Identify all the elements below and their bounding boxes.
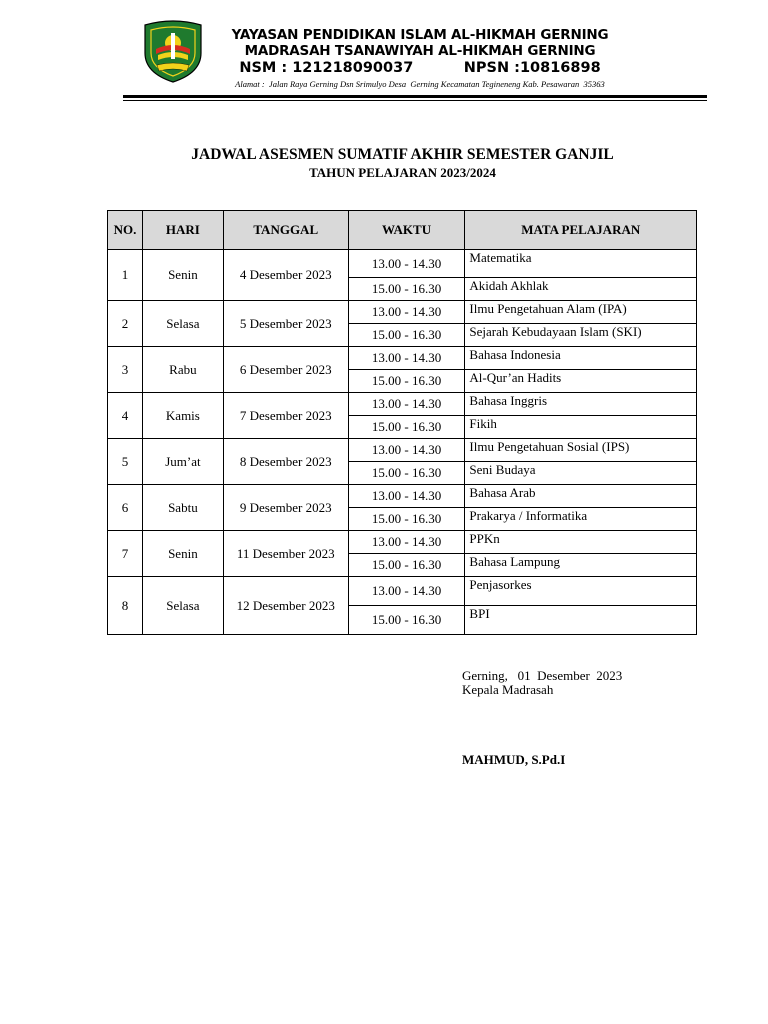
cell-no: 2 [108,301,143,347]
school-name: MADRASAH TSANAWIYAH AL-HIKMAH GERNING [244,43,596,59]
school-ids: NSM : 121218090037 NPSN :10816898 [239,60,601,76]
cell-mapel: Matematika [465,250,697,278]
signature-place-date: Gerning, 01 Desember 2023 [462,668,623,683]
header-waktu: WAKTU [348,211,465,250]
foundation-name: YAYASAN PENDIDIKAN ISLAM AL-HIKMAH GERNING [231,27,609,43]
cell-waktu: 15.00 - 16.30 [348,370,465,393]
cell-hari: Rabu [142,347,223,393]
cell-no: 1 [108,250,143,301]
table-row [108,577,697,606]
cell-tanggal: 5 Desember 2023 [223,301,348,347]
cell-waktu: 15.00 - 16.30 [348,606,465,635]
cell-tanggal: 8 Desember 2023 [223,439,348,485]
document-subtitle: TAHUN PELAJARAN 2023/2024 [309,165,496,180]
school-address: Alamat : Jalan Raya Gerning Dsn Srimulyo Desa Gerning Kecamatan Tegineneng Kab. Pesawaran 35363 [235,79,605,89]
cell-waktu: 15.00 - 16.30 [348,278,465,301]
cell-no: 5 [108,439,143,485]
cell-waktu: 15.00 - 16.30 [348,508,465,531]
cell-mapel: Penjasorkes [465,577,697,606]
cell-hari: Jum’at [142,439,223,485]
cell-waktu: 13.00 - 14.30 [348,577,465,606]
schedule-table [107,210,697,635]
cell-mapel: BPI [465,606,697,635]
cell-waktu: 13.00 - 14.30 [348,301,465,324]
cell-hari: Senin [142,250,223,301]
cell-waktu: 15.00 - 16.30 [348,324,465,347]
cell-waktu: 15.00 - 16.30 [348,462,465,485]
cell-hari: Selasa [142,577,223,635]
cell-waktu: 13.00 - 14.30 [348,250,465,278]
header-no: NO. [108,211,143,250]
cell-waktu: 13.00 - 14.30 [348,393,465,416]
cell-tanggal: 12 Desember 2023 [223,577,348,635]
cell-hari: Selasa [142,301,223,347]
letterhead-rule-thick [123,95,707,98]
cell-no: 6 [108,485,143,531]
cell-tanggal: 7 Desember 2023 [223,393,348,439]
cell-hari: Senin [142,531,223,577]
header-mata-pelajaran: MATA PELAJARAN [465,211,697,250]
cell-waktu: 13.00 - 14.30 [348,531,465,554]
table-row [108,301,697,324]
cell-no: 8 [108,577,143,635]
cell-mapel: Ilmu Pengetahuan Sosial (IPS) [465,439,697,462]
table-header-row [108,211,697,250]
cell-waktu: 15.00 - 16.30 [348,416,465,439]
cell-mapel: Bahasa Indonesia [465,347,697,370]
table-row [108,250,697,278]
cell-mapel: Sejarah Kebudayaan Islam (SKI) [465,324,697,347]
table-row [108,485,697,508]
document-title: JADWAL ASESMEN SUMATIF AKHIR SEMESTER GANJIL [191,146,614,163]
table-row [108,393,697,416]
cell-mapel: Bahasa Arab [465,485,697,508]
cell-tanggal: 11 Desember 2023 [223,531,348,577]
cell-mapel: Al-Qur’an Hadits [465,370,697,393]
cell-waktu: 15.00 - 16.30 [348,554,465,577]
cell-tanggal: 9 Desember 2023 [223,485,348,531]
table-row [108,531,697,554]
cell-tanggal: 4 Desember 2023 [223,250,348,301]
cell-no: 4 [108,393,143,439]
header-tanggal: TANGGAL [223,211,348,250]
cell-no: 3 [108,347,143,393]
cell-no: 7 [108,531,143,577]
table-row [108,347,697,370]
letterhead-rule-thin [123,100,707,101]
cell-waktu: 13.00 - 14.30 [348,485,465,508]
cell-mapel: Bahasa Inggris [465,393,697,416]
signature-position: Kepala Madrasah [462,682,554,697]
cell-waktu: 13.00 - 14.30 [348,439,465,462]
signature-name: MAHMUD, S.Pd.I [462,752,566,767]
cell-mapel: Fikih [465,416,697,439]
cell-tanggal: 6 Desember 2023 [223,347,348,393]
cell-mapel: Akidah Akhlak [465,278,697,301]
header-hari: HARI [142,211,223,250]
table-row [108,439,697,462]
cell-mapel: Prakarya / Informatika [465,508,697,531]
cell-mapel: Ilmu Pengetahuan Alam (IPA) [465,301,697,324]
cell-hari: Sabtu [142,485,223,531]
cell-mapel: Bahasa Lampung [465,554,697,577]
cell-mapel: PPKn [465,531,697,554]
cell-waktu: 13.00 - 14.30 [348,347,465,370]
cell-hari: Kamis [142,393,223,439]
cell-mapel: Seni Budaya [465,462,697,485]
